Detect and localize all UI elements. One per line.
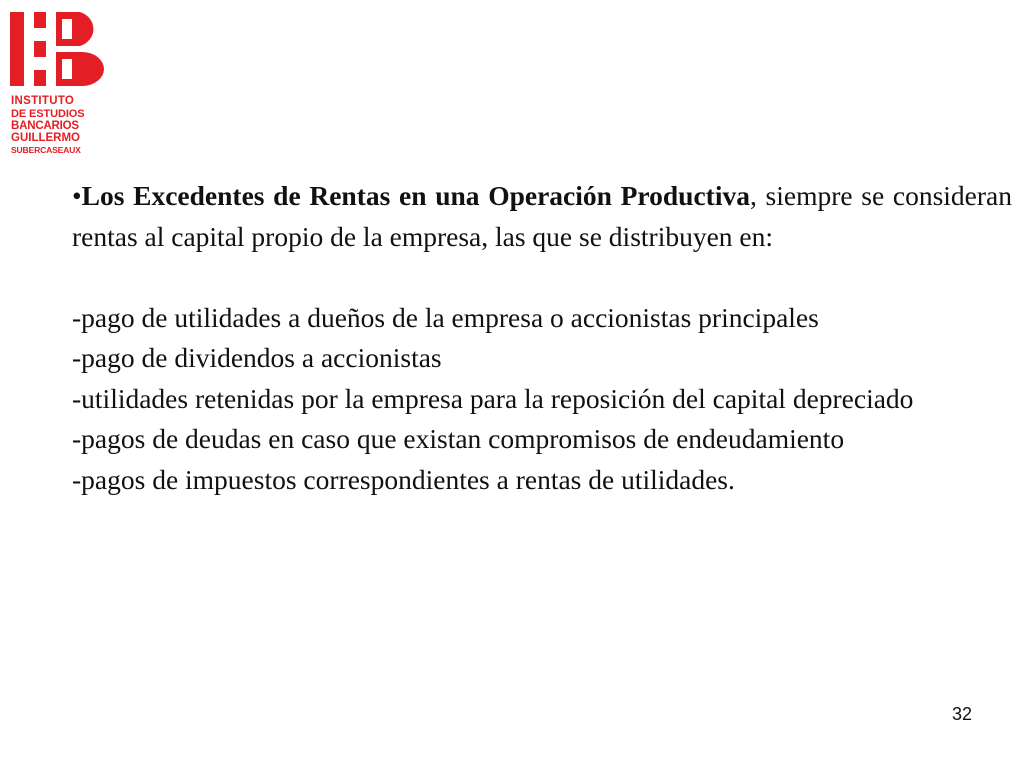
intro-paragraph	[72, 176, 1012, 257]
spacer	[72, 257, 1012, 298]
list-item-3: -utilidades retenidas por la empresa para la reposición del capital depreciado	[72, 382, 914, 414]
institute-logo	[10, 12, 110, 160]
list-item-1: -pago de utilidades a dueños de la empresa o accionistas principales	[72, 301, 819, 333]
logo-line-5: SUBERCASEAUX	[11, 144, 81, 155]
logo-wordmark	[11, 96, 111, 154]
ieb-logo-mark-icon	[10, 12, 110, 94]
logo-line-3: BANCARIOS	[11, 119, 79, 132]
slide-body	[72, 176, 1012, 500]
page-number: 32	[951, 704, 972, 724]
logo-line-2: DE ESTUDIOS	[11, 107, 85, 120]
logo-line-4: GUILLERMO	[11, 132, 80, 144]
logo-line-1: INSTITUTO	[11, 95, 75, 107]
intro-bold-heading: Los Excedentes de Rentas en una Operación Productiva	[81, 180, 750, 211]
list-item-5: -pagos de impuestos correspondientes a rentas de utilidades.	[72, 463, 735, 495]
list-item-4: -pagos de deudas en caso que existan compromisos de endeudamiento	[72, 423, 845, 454]
intro-rest-text: , siempre se consideran rentas al capital propio de la empresa, las que se distribuyen en:	[72, 180, 1012, 252]
bullet-marker: •	[72, 180, 82, 211]
list-item-2: -pago de dividendos a accionistas	[72, 342, 442, 373]
